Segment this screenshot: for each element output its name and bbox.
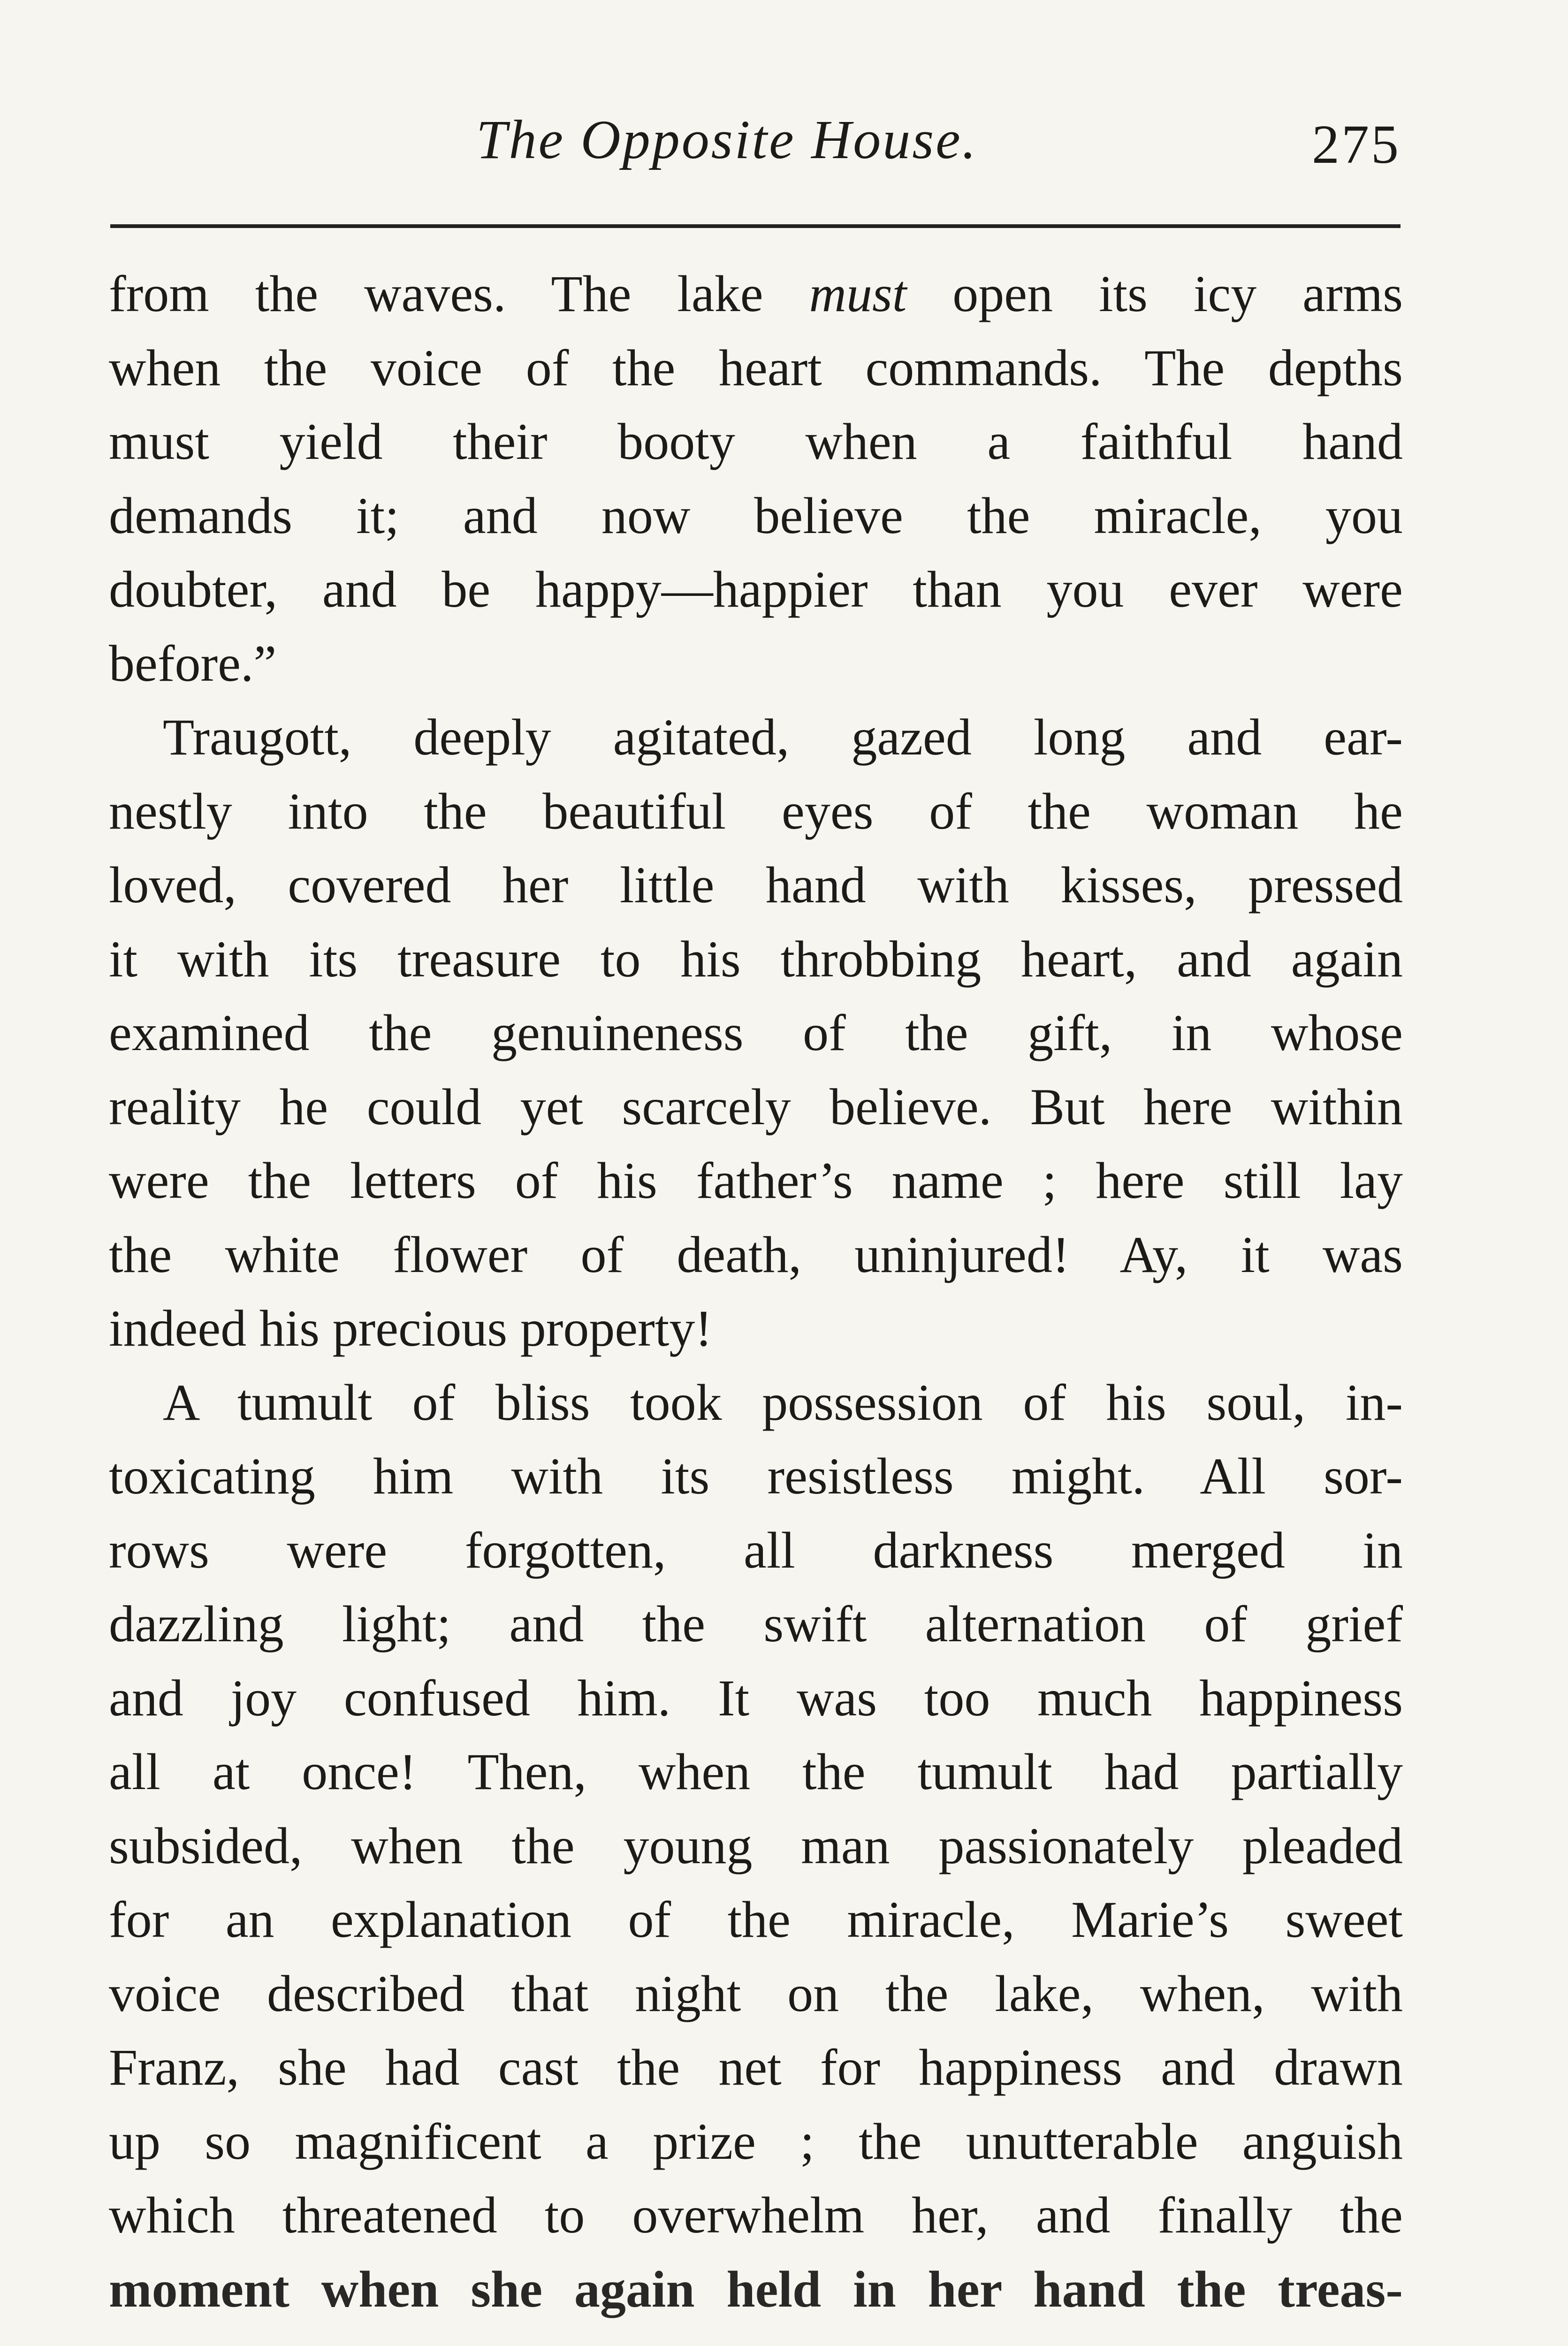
- text-line: indeed his precious property!: [109, 1300, 713, 1357]
- text-line: A tumult of bliss took possession of his soul, in-: [163, 1373, 1403, 1431]
- text-segment: from the waves. The lake: [109, 265, 809, 322]
- text-line: for an explanation of the miracle, Marie’s sweet: [109, 1891, 1403, 1948]
- text-line: the white flower of death, uninjured! Ay, it was: [109, 1226, 1403, 1283]
- text-line: subsided, when the young man passionately pleaded: [109, 1817, 1403, 1874]
- text-line: demands it; and now believe the miracle, you: [109, 487, 1403, 544]
- running-head-title: The Opposite House.: [476, 109, 978, 170]
- text-line: [109, 257, 1403, 331]
- paragraph-2: [109, 701, 1403, 1366]
- text-line: nestly into the beautiful eyes of the woman he: [109, 782, 1403, 840]
- italic-emphasis: must: [809, 265, 907, 322]
- text-line: moment when she again held in her hand the treas-: [109, 2260, 1403, 2318]
- text-line: examined the genuineness of the gift, in whose: [109, 1004, 1403, 1061]
- text-line: it with its treasure to his throbbing heart, and again: [109, 930, 1403, 988]
- text-line: toxicating him with its resistless might. All sor-: [109, 1447, 1403, 1505]
- paragraph-3: [109, 1366, 1403, 2327]
- text-line: Franz, she had cast the net for happiness and drawn: [109, 2039, 1403, 2096]
- text-line: voice described that night on the lake, when, with: [109, 1965, 1403, 2022]
- text-line: were the letters of his father’s name ; here still lay: [109, 1152, 1403, 1209]
- text-line: all at once! Then, when the tumult had partially: [109, 1743, 1403, 1800]
- text-line: reality he could yet scarcely believe. But here within: [109, 1078, 1403, 1135]
- text-line: which threatened to overwhelm her, and finally the: [109, 2186, 1403, 2244]
- text-line: rows were forgotten, all darkness merged in: [109, 1521, 1403, 1579]
- body-text: [109, 257, 1403, 2326]
- text-line: Traugott, deeply agitated, gazed long and ear-: [163, 708, 1403, 766]
- text-segment: open its icy arms: [906, 265, 1403, 322]
- running-head: [110, 108, 1401, 183]
- text-line: before.”: [109, 634, 277, 692]
- text-line: must yield their booty when a faithful hand: [109, 413, 1403, 470]
- text-line: and joy confused him. It was too much happiness: [109, 1669, 1403, 1727]
- header-rule: [110, 224, 1401, 228]
- text-line: dazzling light; and the swift alternation of grief: [109, 1595, 1403, 1653]
- text-line: loved, covered her little hand with kisses, pressed: [109, 856, 1403, 914]
- text-line: up so magnificent a prize ; the unutterable anguish: [109, 2112, 1403, 2170]
- text-line: when the voice of the heart commands. The depths: [109, 339, 1403, 396]
- page-number: 275: [1312, 114, 1401, 175]
- text-line: doubter, and be happy—happier than you ever were: [109, 561, 1403, 618]
- paragraph-1: [109, 257, 1403, 701]
